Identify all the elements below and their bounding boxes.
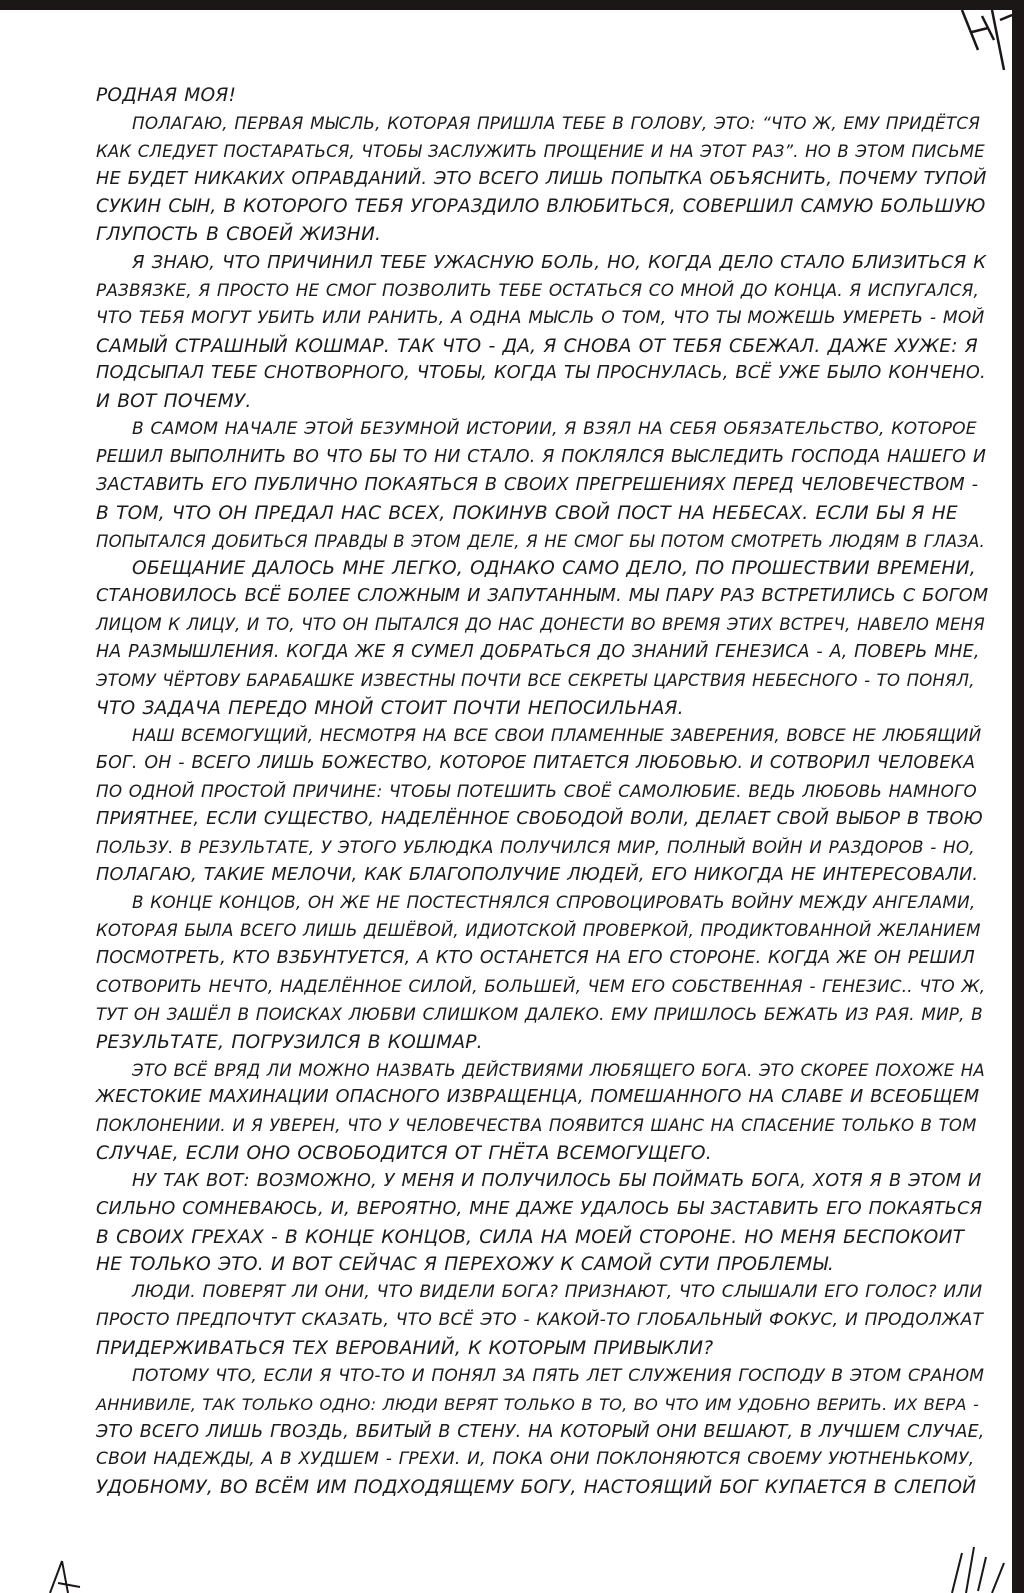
letter-line: ПРИЯТНЕЕ, ЕСЛИ СУЩЕСТВО, НАДЕЛЁННОЕ СВОБОДОЙ ВОЛИ, ДЕЛАЕТ СВОЙ ВЫБОР В ТВОЮ [96, 808, 983, 829]
letter-line: ПОДСЫПАЛ ТЕБЕ СНОТВОРНОГО, ЧТОБЫ, КОГДА ТЫ ПРОСНУЛАСЬ, ВСЁ УЖЕ БЫЛО КОНЧЕНО. [96, 363, 986, 384]
letter-line: В СВОИХ ГРЕХАХ - В КОНЦЕ КОНЦОВ, СИЛА НА МОЕЙ СТОРОНЕ. НО МЕНЯ БЕСПОКОИТ [96, 1226, 965, 1248]
letter-line: ПОЛЬЗУ. В РЕЗУЛЬТАТЕ, У ЭТОГО УБЛЮДКА ПОЛУЧИЛСЯ МИР, ПОЛНЫЙ ВОЙН И РАЗДОРОВ - НО, [96, 836, 975, 857]
letter-line: РЕЗУЛЬТАТЕ, ПОГРУЗИЛСЯ В КОШМАР. [96, 1031, 483, 1053]
letter-line: НАШ ВСЕМОГУЩИЙ, НЕСМОТРЯ НА ВСЕ СВОИ ПЛАМЕННЫЕ ЗАВЕРЕНИЯ, ВОВСЕ НЕ ЛЮБЯЩИЙ [132, 725, 982, 746]
letter-line: ОБЕЩАНИЕ ДАЛОСЬ МНЕ ЛЕГКО, ОДНАКО САМО ДЕЛО, ПО ПРОШЕСТВИИ ВРЕМЕНИ, [132, 558, 976, 580]
letter-line: ПО ОДНОЙ ПРОСТОЙ ПРИЧИНЕ: ЧТОБЫ ПОТЕШИТЬ СВОЁ САМОЛЮБИЕ. ВЕДЬ ЛЮБОВЬ НАМНОГО [96, 781, 977, 802]
letter-line: ГЛУПОСТЬ В СВОЕЙ ЖИЗНИ. [96, 224, 382, 246]
letter-line: ПОСМОТРЕТЬ, КТО ВЗБУНТУЕТСЯ, А КТО ОСТАНЕТСЯ НА ЕГО СТОРОНЕ. КОГДА ЖЕ ОН РЕШИЛ [96, 948, 975, 969]
ink-sketch-bottom-right [942, 1533, 1012, 1593]
letter-line: ЧТО ТЕБЯ МОГУТ УБИТЬ ИЛИ РАНИТЬ, А ОДНА МЫСЛЬ О ТОМ, ЧТО ТЫ МОЖЕШЬ УМЕРЕТЬ - МОЙ [96, 307, 985, 328]
letter-line: ЭТОМУ ЧЁРТОВУ БАРАБАШКЕ ИЗВЕСТНЫ ПОЧТИ ВСЕ СЕКРЕТЫ ЦАРСТВИЯ НЕБЕСНОГО - ТО ПОНЯЛ, [96, 670, 975, 690]
letter-line: СУКИН СЫН, В КОТОРОГО ТЕБЯ УГОРАЗДИЛО ВЛЮБИТЬСЯ, СОВЕРШИЛ САМУЮ БОЛЬШУЮ [96, 196, 986, 218]
letter-line: СТАНОВИЛОСЬ ВСЁ БОЛЕЕ СЛОЖНЫМ И ЗАПУТАННЫМ. МЫ ПАРУ РАЗ ВСТРЕТИЛИСЬ С БОГОМ [96, 586, 989, 607]
letter-line: НЕ ТОЛЬКО ЭТО. И ВОТ СЕЙЧАС Я ПЕРЕХОЖУ К САМОЙ СУТИ ПРОБЛЕМЫ. [96, 1254, 835, 1276]
letter-line: РЕШИЛ ВЫПОЛНИТЬ ВО ЧТО БЫ ТО НИ СТАЛО. Я ПОКЛЯЛСЯ ВЫСЛЕДИТЬ ГОСПОДА НАШЕГО И [96, 446, 987, 467]
letter-line: УДОБНОМУ, ВО ВСЁМ ИМ ПОДХОДЯЩЕМУ БОГУ, НАСТОЯЩИЙ БОГ КУПАЕТСЯ В СЛЕПОЙ [96, 1477, 977, 1499]
letter-line: ПОЛАГАЮ, ТАКИЕ МЕЛОЧИ, КАК БЛАГОПОЛУЧИЕ ЛЮДЕЙ, ЕГО НИКОГДА НЕ ИНТЕРЕСОВАЛИ. [96, 864, 979, 885]
letter-line: КАК СЛЕДУЕТ ПОСТАРАТЬСЯ, ЧТОБЫ ЗАСЛУЖИТЬ ПРОЩЕНИЕ И НА ЭТОТ РАЗ”. НО В ЭТОМ ПИСЬМЕ [96, 141, 985, 161]
ink-sketch-bottom-left [40, 1553, 120, 1593]
letter-line: ЛЮДИ. ПОВЕРЯТ ЛИ ОНИ, ЧТО ВИДЕЛИ БОГА? ПРИЗНАЮТ, ЧТО СЛЫШАЛИ ЕГО ГОЛОС? ИЛИ [132, 1282, 983, 1303]
letter-line: ПОТОМУ ЧТО, ЕСЛИ Я ЧТО-ТО И ПОНЯЛ ЗА ПЯТЬ ЛЕТ СЛУЖЕНИЯ ГОСПОДУ В ЭТОМ СРАНОМ [132, 1365, 985, 1386]
letter-line: И ВОТ ПОЧЕМУ. [96, 391, 252, 413]
letter-line: ПРОСТО ПРЕДПОЧТУТ СКАЗАТЬ, ЧТО ВСЁ ЭТО - КАКОЙ-ТО ГЛОБАЛЬНЫЙ ФОКУС, И ПРОДОЛЖАТ [96, 1310, 984, 1331]
letter-line: В КОНЦЕ КОНЦОВ, ОН ЖЕ НЕ ПОСТЕСТНЯЛСЯ СПРОВОЦИРОВАТЬ ВОЙНУ МЕЖДУ АНГЕЛАМИ, [132, 892, 976, 913]
letter-line: ЭТО ВСЁ ВРЯД ЛИ МОЖНО НАЗВАТЬ ДЕЙСТВИЯМИ ЛЮБЯЩЕГО БОГА. ЭТО СКОРЕЕ ПОХОЖЕ НА [132, 1060, 985, 1080]
letter-text [96, 82, 988, 1502]
letter-line: СЛУЧАЕ, ЕСЛИ ОНО ОСВОБОДИТСЯ ОТ ГНЁТА ВСЕМОГУЩЕГО. [96, 1143, 712, 1165]
letter-line: ТУТ ОН ЗАШЁЛ В ПОИСКАХ ЛЮБВИ СЛИШКОМ ДАЛЕКО. ЕМУ ПРИШЛОСЬ БЕЖАТЬ ИЗ РАЯ. МИР, В [96, 1003, 983, 1024]
letter-line: ПОПЫТАЛСЯ ДОБИТЬСЯ ПРАВДЫ В ЭТОМ ДЕЛЕ, Я НЕ СМОГ БЫ ПОТОМ СМОТРЕТЬ ЛЮДЯМ В ГЛАЗА. [96, 531, 985, 551]
letter-line: ЭТО ВСЕГО ЛИШЬ ГВОЗДЬ, ВБИТЫЙ В СТЕНУ. НА КОТОРЫЙ ОНИ ВЕШАЮТ, В ЛУЧШЕМ СЛУЧАЕ, [96, 1421, 985, 1442]
letter-line: СОТВОРИТЬ НЕЧТО, НАДЕЛЁННОЕ СИЛОЙ, БОЛЬШЕЙ, ЧЕМ ЕГО СОБСТВЕННАЯ - ГЕНЕЗИС.. ЧТО Ж, [96, 976, 986, 996]
letter-page [0, 10, 1012, 1593]
letter-line: КОТОРАЯ БЫЛА ВСЕГО ЛИШЬ ДЕШЁВОЙ, ИДИОТСКОЙ ПРОВЕРКОЙ, ПРОДИКТОВАННОЙ ЖЕЛАНИЕМ [96, 921, 981, 941]
letter-line: В САМОМ НАЧАЛЕ ЭТОЙ БЕЗУМНОЙ ИСТОРИИ, Я ВЗЯЛ НА СЕБЯ ОБЯЗАТЕЛЬСТВО, КОТОРОЕ [132, 419, 977, 440]
letter-line: В ТОМ, ЧТО ОН ПРЕДАЛ НАС ВСЕХ, ПОКИНУВ СВОЙ ПОСТ НА НЕБЕСАХ. ЕСЛИ БЫ Я НЕ [96, 502, 958, 524]
letter-line: ЛИЦОМ К ЛИЦУ, И ТО, ЧТО ОН ПЫТАЛСЯ ДО НАС ДОНЕСТИ ВО ВРЕМЯ ЭТИХ ВСТРЕЧ, НАВЕЛО МЕНЯ [96, 615, 985, 635]
letter-line: НУ ТАК ВОТ: ВОЗМОЖНО, У МЕНЯ И ПОЛУЧИЛОСЬ БЫ ПОЙМАТЬ БОГА, ХОТЯ Я В ЭТОМ И [132, 1170, 982, 1191]
letter-line: ПОКЛОНЕНИИ. И Я УВЕРЕН, ЧТО У ЧЕЛОВЕЧЕСТВА ПОЯВИТСЯ ШАНС НА СПАСЕНИЕ ТОЛЬКО В ТОМ [96, 1116, 977, 1136]
letter-line: БОГ. ОН - ВСЕГО ЛИШЬ БОЖЕСТВО, КОТОРОЕ ПИТАЕТСЯ ЛЮБОВЬЮ. И СОТВОРИЛ ЧЕЛОВЕКА [96, 753, 976, 774]
letter-line: ПОЛАГАЮ, ПЕРВАЯ МЫСЛЬ, КОТОРАЯ ПРИШЛА ТЕБЕ В ГОЛОВУ, ЭТО: “ЧТО Ж, ЕМУ ПРИДЁТСЯ [132, 112, 981, 133]
letter-line: НА РАЗМЫШЛЕНИЯ. КОГДА ЖЕ Я СУМЕЛ ДОБРАТЬСЯ ДО ЗНАНИЙ ГЕНЕЗИСА - А, ПОВЕРЬ МНЕ, [96, 641, 980, 662]
letter-line: РОДНАЯ МОЯ! [96, 85, 237, 106]
letter-line: ПРИДЕРЖИВАТЬСЯ ТЕХ ВЕРОВАНИЙ, К КОТОРЫМ ПРИВЫКЛИ? [96, 1337, 714, 1359]
letter-line: ЗАСТАВИТЬ ЕГО ПУБЛИЧНО ПОКАЯТЬСЯ В СВОИХ ПРЕГРЕШЕНИЯХ ПЕРЕД ЧЕЛОВЕЧЕСТВОМ - [96, 474, 979, 495]
letter-line: НЕ БУДЕТ НИКАКИХ ОПРАВДАНИЙ. ЭТО ВСЕГО ЛИШЬ ПОПЫТКА ОБЪЯСНИТЬ, ПОЧЕМУ ТУПОЙ [96, 168, 987, 189]
letter-line: РАЗВЯЗКЕ, Я ПРОСТО НЕ СМОГ ПОЗВОЛИТЬ ТЕБЕ ОСТАТЬСЯ СО МНОЙ ДО КОНЦА. Я ИСПУГАЛСЯ, [96, 279, 980, 300]
letter-line: ЖЕСТОКИЕ МАХИНАЦИИ ОПАСНОГО ИЗВРАЩЕНЦА, ПОМЕШАННОГО НА СЛАВЕ И ВСЕОБЩЕМ [96, 1087, 980, 1108]
letter-line: Я ЗНАЮ, ЧТО ПРИЧИНИЛ ТЕБЕ УЖАСНУЮ БОЛЬ, НО, КОГДА ДЕЛО СТАЛО БЛИЗИТЬСЯ К [132, 252, 987, 274]
letter-line: САМЫЙ СТРАШНЫЙ КОШМАР. ТАК ЧТО - ДА, Я СНОВА ОТ ТЕБЯ СБЕЖАЛ. ДАЖЕ ХУЖЕ: Я [96, 335, 978, 357]
letter-line: ЧТО ЗАДАЧА ПЕРЕДО МНОЙ СТОИТ ПОЧТИ НЕПОСИЛЬНАЯ. [96, 697, 684, 719]
letter-line: СВОИ НАДЕЖДЫ, А В ХУДШЕМ - ГРЕХИ. И, ПОКА ОНИ ПОКЛОНЯЮТСЯ СВОЕМУ УЮТНЕНЬКОМУ, [96, 1449, 975, 1470]
letter-line: АННИВИЛЕ, ТАК ТОЛЬКО ОДНО: ЛЮДИ ВЕРЯТ ТОЛЬКО В ТО, ВО ЧТО ИМ УДОБНО ВЕРИТЬ. ИХ ВЕРА - [96, 1394, 980, 1414]
letter-line: СИЛЬНО СОМНЕВАЮСЬ, И, ВЕРОЯТНО, МНЕ ДАЖЕ УДАЛОСЬ БЫ ЗАСТАВИТЬ ЕГО ПОКАЯТЬСЯ [96, 1198, 983, 1219]
